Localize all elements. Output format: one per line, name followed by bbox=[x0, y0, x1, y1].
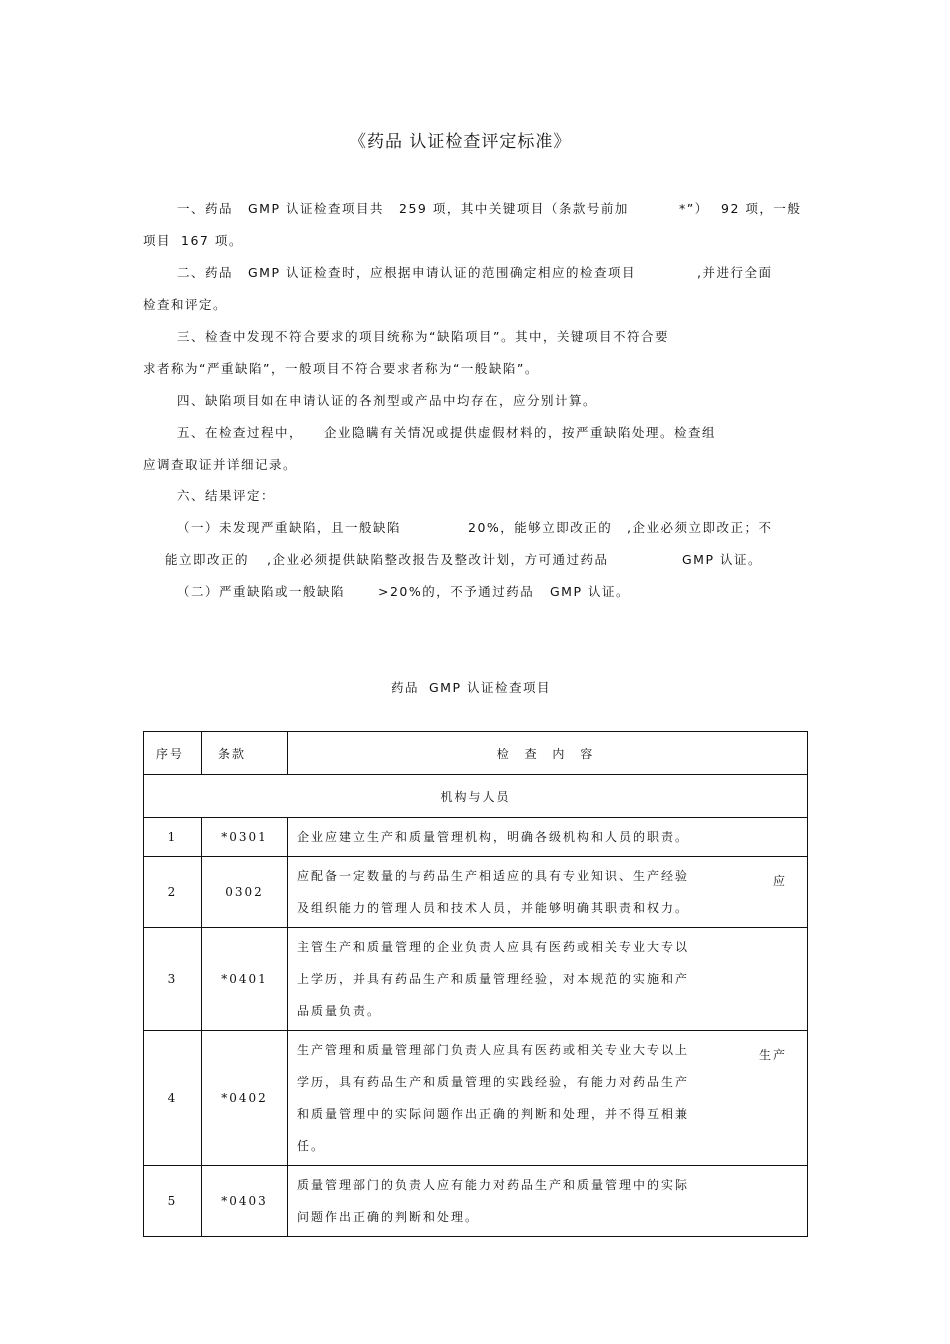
inspection-table bbox=[143, 731, 808, 1237]
row-content-line: 及组织能力的管理人员和技术人员，并能够明确其职责和权力。 bbox=[297, 901, 690, 915]
header-index: 序号 bbox=[144, 732, 202, 775]
table-row bbox=[144, 818, 808, 857]
row-content-line: 上学历，并具有药品生产和质量管理经验，对本规范的实施和产 bbox=[297, 972, 690, 986]
table-caption-part-1: 药品 bbox=[391, 680, 420, 695]
para-7: 四、缺陷项目如在申请认证的各剂型或产品中均存在，应分别计算。 bbox=[177, 393, 598, 408]
row-content-line: 质量管理部门的负责人应有能力对药品生产和质量管理中的实际 bbox=[297, 1178, 690, 1192]
row-code: *0402 bbox=[202, 1031, 288, 1166]
row-content-line: 学历，具有药品生产和质量管理的实践经验，有能力对药品生产 bbox=[297, 1075, 690, 1089]
row-index: 1 bbox=[144, 818, 202, 857]
row-code: *0403 bbox=[202, 1166, 288, 1237]
para-3-part-2: GMP 认证检查时，应根据申请认证的范围确定相应的检查项目 bbox=[248, 265, 636, 280]
para-12-part-3: GMP 认证。 bbox=[682, 552, 762, 567]
header-code: 条款 bbox=[202, 732, 288, 775]
table-row bbox=[144, 1031, 808, 1166]
row-content-line: 问题作出正确的判断和处理。 bbox=[297, 1210, 480, 1224]
para-12-part-1: 能立即改正的 bbox=[165, 552, 250, 567]
row-index: 3 bbox=[144, 928, 202, 1031]
para-1-part-2: GMP 认证检查项目共 bbox=[248, 201, 384, 216]
table-row bbox=[144, 1166, 808, 1237]
row-content-line: 应配备一定数量的与药品生产相适应的具有专业知识、生产经验 bbox=[297, 869, 690, 883]
header-content: 检 查 内 容 bbox=[288, 732, 808, 775]
table-row bbox=[144, 928, 808, 1031]
para-11-part-1: （一）未发现严重缺陷，且一般缺陷 bbox=[177, 520, 402, 535]
row-content-line: 企业应建立生产和质量管理机构，明确各级机构和人员的职责。 bbox=[297, 830, 690, 844]
row-content-line: 和质量管理中的实际问题作出正确的判断和处理，并不得互相兼 bbox=[297, 1107, 690, 1121]
row-content bbox=[288, 928, 808, 1031]
table-row bbox=[144, 857, 808, 928]
para-9: 应调查取证并详细记录。 bbox=[143, 457, 298, 472]
row-content-line: 主管生产和质量管理的企业负责人应具有医药或相关专业大专以 bbox=[297, 940, 690, 954]
para-2-part-2: 167 项。 bbox=[181, 233, 243, 248]
row-content-tail: 应 bbox=[772, 874, 787, 888]
table-caption-part-2: GMP 认证检查项目 bbox=[429, 680, 551, 695]
row-content-tail: 生产 bbox=[758, 1048, 787, 1062]
page-title bbox=[349, 127, 571, 152]
row-index: 2 bbox=[144, 857, 202, 928]
para-13-part-3: GMP 认证。 bbox=[550, 584, 630, 599]
para-1-part-5: 92 项，一般 bbox=[721, 201, 802, 216]
table-body bbox=[144, 818, 808, 1237]
row-content bbox=[288, 818, 808, 857]
para-2-part-1: 项目 bbox=[143, 233, 172, 248]
row-content-line: 品质量负责。 bbox=[297, 1004, 382, 1018]
para-8-part-2: 企业隐瞒有关情况或提供虚假材料的，按严重缺陷处理。检查组 bbox=[324, 425, 717, 440]
para-13-part-2: >20%的，不予通过药品 bbox=[378, 584, 535, 599]
page-title-text: 《药品 认证检查评定标准》 bbox=[349, 132, 572, 152]
row-content bbox=[288, 1166, 808, 1237]
table-section-row bbox=[144, 775, 808, 818]
para-6: 求者称为“严重缺陷”，一般项目不符合要求者称为“一般缺陷”。 bbox=[143, 361, 539, 376]
row-content bbox=[288, 1031, 808, 1166]
table-header-row bbox=[144, 732, 808, 775]
para-5: 三、检查中发现不符合要求的项目统称为“缺陷项目”。其中，关键项目不符合要 bbox=[177, 329, 669, 344]
row-code: *0301 bbox=[202, 818, 288, 857]
para-4: 检查和评定。 bbox=[143, 297, 228, 312]
para-8-part-1: 五、在检查过程中， bbox=[177, 425, 304, 440]
row-index: 4 bbox=[144, 1031, 202, 1166]
para-1-part-4: *”） bbox=[679, 201, 709, 216]
row-content-line: 生产管理和质量管理部门负责人应具有医药或相关专业大专以上 bbox=[297, 1043, 690, 1057]
row-content-line: 任。 bbox=[297, 1139, 326, 1153]
para-3-part-1: 二、药品 bbox=[177, 265, 234, 280]
para-1-part-3: 259 项，其中关键项目（条款号前加 bbox=[399, 201, 629, 216]
row-code: 0302 bbox=[202, 857, 288, 928]
para-1-part-1: 一、药品 bbox=[177, 201, 234, 216]
para-11-part-3: ,企业必须立即改正；不 bbox=[627, 520, 773, 535]
section-title: 机构与人员 bbox=[144, 775, 808, 818]
para-10: 六、结果评定： bbox=[177, 488, 276, 503]
row-index: 5 bbox=[144, 1166, 202, 1237]
para-3-part-3: ,并进行全面 bbox=[697, 265, 773, 280]
para-11-part-2: 20%，能够立即改正的 bbox=[468, 520, 613, 535]
row-content bbox=[288, 857, 808, 928]
row-code: *0401 bbox=[202, 928, 288, 1031]
para-12-part-2: ,企业必须提供缺陷整改报告及整改计划，方可通过药品 bbox=[267, 552, 609, 567]
para-13-part-1: （二）严重缺陷或一般缺陷 bbox=[177, 584, 346, 599]
